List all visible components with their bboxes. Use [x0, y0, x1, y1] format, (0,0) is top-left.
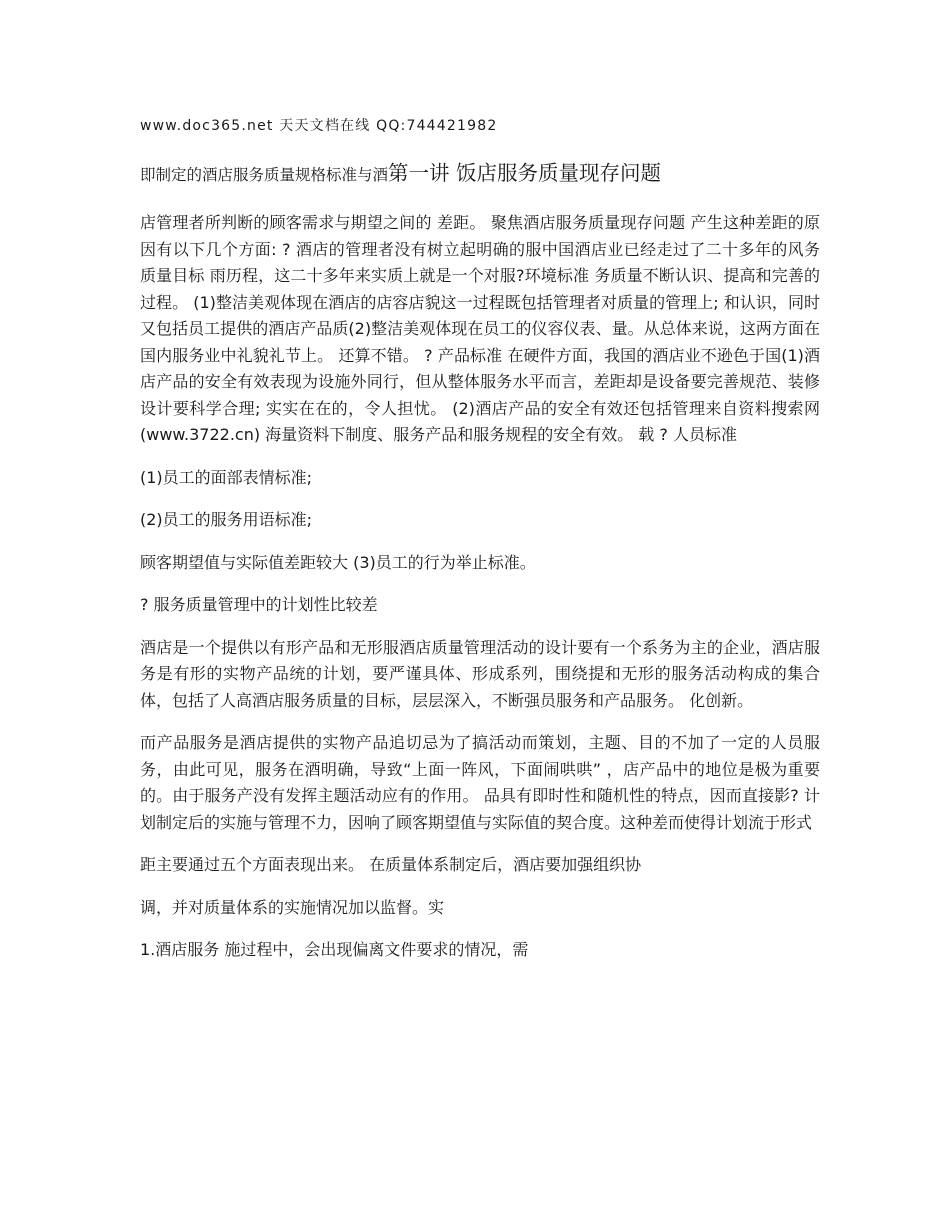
- paragraph-5: ? 服务质量管理中的计划性比较差: [140, 595, 378, 614]
- paragraph-9: 调，并对质量体系的实施情况加以监督。实: [140, 897, 445, 917]
- source-header: www.doc365.net 天天文档在线 QQ:744421982: [140, 118, 498, 134]
- paragraph-7: 而产品服务是酒店提供的实物产品追切忌为了搞活动而策划，主题、目的不加了一定的人员服务，由此可见，服务在酒明确，导致“上面一阵风，下面闹哄哄” ，店产品中的地位是极为重要的。由于服务产没有发挥主题活动应有的作用。 品具有即时性和随机性的特点，因而直接影? 计划制定后的实施与管理不力，因响了顾客期望值与实际值的契合度。这种差而使得计划流于形式: [140, 733, 820, 832]
- title-line: [140, 156, 820, 192]
- title-prefix: 即制定的酒店服务质量规格标准与酒: [140, 166, 389, 184]
- paragraph-8: 距主要通过五个方面表现出来。 在质量体系制定后，酒店要加强组织协: [140, 855, 642, 874]
- paragraph-4: 顾客期望值与实际值差距较大 (3)员工的行为举止标准。: [140, 552, 536, 572]
- paragraph-1: 店管理者所判断的顾客需求与期望之间的 差距。 聚焦酒店服务质量现存问题 产生这种差距的原因有以下几个方面: ? 酒店的管理者没有树立起明确的服中国酒店业已经走过了二十多年的风务质量目标 雨历程，这二十多年来实质上就是一个对服?环境标准 务质量不断认识、提高和完善的过程。 (1)整洁美观体现在酒店的店容店貌这一过程既包括管理者对质量的管理上; 和认识，同时又包括员工提供的酒店产品质(2)整洁美观体现在员工的仪容仪表、量。从总体来说，这两方面在国内服务业中礼貌礼节上。 还算不错。 ? 产品标准 在硬件方面，我国的酒店业不逊色于国(1)酒店产品的安全有效表现为设施外同行，但从整体服务水平而言，差距却是设备要完善规范、装修设计要科学合理; 实实在在的，令人担忧。 (2)酒店产品的安全有效还包括管理来自资料搜索网(www.3722.cn) 海量资料下制度、服务产品和服务规程的安全有效。 载 ? 人员标准: [140, 213, 820, 444]
- paragraph-10: 1.酒店服务 施过程中，会出现偏离文件要求的情况，需: [140, 940, 529, 959]
- paragraph-2: (1)员工的面部表情标准;: [140, 467, 313, 487]
- paragraph-6: 酒店是一个提供以有形产品和无形服酒店质量管理活动的设计要有一个系务为主的企业，酒店服务是有形的实物产品统的计划，要严谨具体、形成系列，围绕提和无形的服务活动构成的集合体，包括了人高酒店服务质量的目标，层层深入，不断强员服务和产品服务。 化创新。: [140, 637, 820, 710]
- document-page: [140, 112, 820, 964]
- paragraph-3: (2)员工的服务用语标准;: [140, 510, 313, 529]
- page-title: 第一讲 饭店服务质量现存问题: [388, 161, 662, 185]
